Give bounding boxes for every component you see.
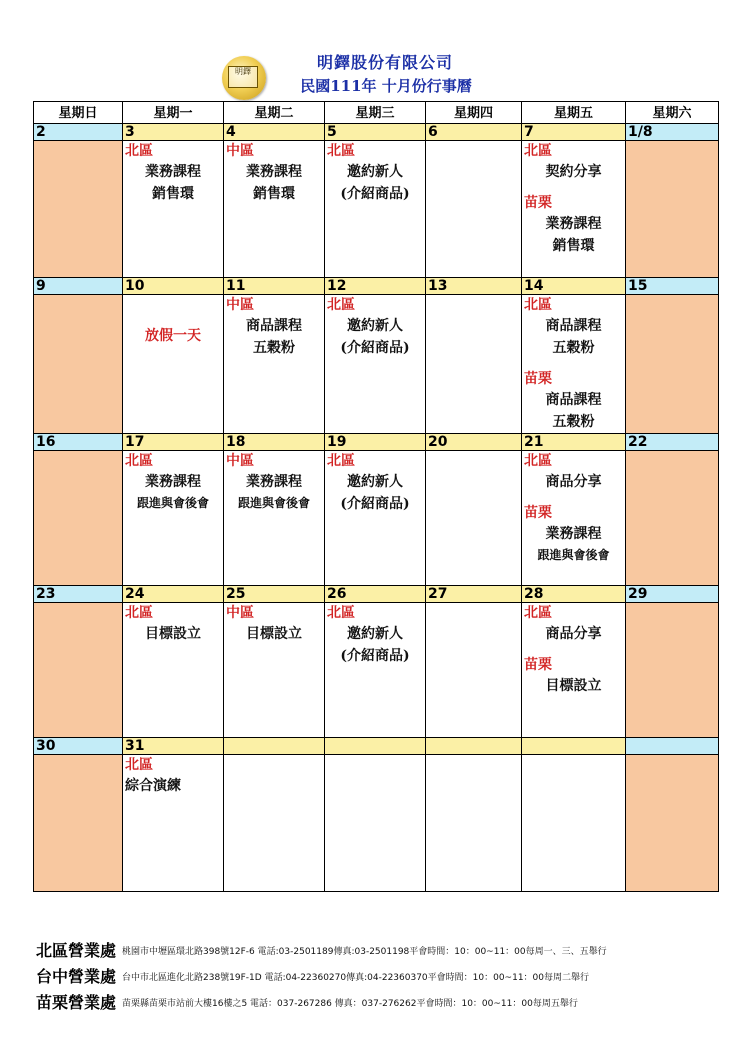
- region-label: 中區: [226, 143, 254, 159]
- event-item: 邀約新人: [347, 626, 403, 642]
- company-logo: [222, 56, 266, 100]
- event-item: 邀約新人: [347, 164, 403, 180]
- week-event-row: [34, 295, 719, 434]
- day-cell: [34, 755, 123, 892]
- weekday-header: 星期五: [522, 102, 626, 124]
- region-label: 苗栗: [524, 657, 552, 673]
- day-cell: [34, 141, 123, 278]
- event-item: 五穀粉: [552, 414, 595, 430]
- day-cell: [522, 755, 626, 892]
- day-number: 23: [34, 586, 123, 603]
- office-name: 苗栗營業處: [36, 993, 117, 1012]
- weekday-header: 星期三: [325, 102, 426, 124]
- day-cell: [626, 755, 719, 892]
- event-item: 業務課程: [545, 526, 602, 542]
- day-number: 27: [426, 586, 522, 603]
- day-cell: [325, 141, 426, 278]
- day-number: [224, 738, 325, 755]
- day-number: 26: [325, 586, 426, 603]
- region-label: 苗栗: [524, 505, 552, 521]
- day-number: 1/8: [626, 124, 719, 141]
- day-cell: [426, 141, 522, 278]
- day-number: [522, 738, 626, 755]
- logo-mark: 明鐸: [228, 66, 258, 88]
- calendar-title: 民國111年 十月份行事曆: [300, 77, 472, 95]
- office-name: 北區營業處: [36, 941, 117, 960]
- event-item: 契約分享: [545, 164, 602, 180]
- weekday-header: 星期四: [426, 102, 522, 124]
- weekday-header: 星期六: [626, 102, 719, 124]
- day-number: 25: [224, 586, 325, 603]
- day-number: 6: [426, 124, 522, 141]
- event-item: 商品分享: [545, 626, 602, 642]
- day-number: 24: [123, 586, 224, 603]
- region-label: 北區: [327, 297, 355, 313]
- block-spacer: [522, 493, 625, 503]
- week-event-row: [34, 603, 719, 738]
- event-subitem: 跟進與會後會: [537, 548, 610, 562]
- calendar-table: [33, 101, 719, 892]
- event-item: (介紹商品): [340, 186, 410, 202]
- day-cell: [224, 141, 325, 278]
- company-name: 明鐸股份有限公司: [316, 53, 453, 72]
- week-event-row: [34, 141, 719, 278]
- region-label: 北區: [125, 605, 153, 621]
- event-item: 商品課程: [545, 318, 602, 334]
- day-cell: [34, 451, 123, 586]
- day-cell: [123, 603, 224, 738]
- day-cell: [224, 451, 325, 586]
- day-number: 9: [34, 278, 123, 295]
- event-item: 業務課程: [145, 164, 201, 180]
- day-cell: [123, 451, 224, 586]
- day-cell: [626, 141, 719, 278]
- day-cell: [325, 295, 426, 434]
- day-number: 4: [224, 124, 325, 141]
- event-item: 商品課程: [246, 318, 302, 334]
- region-label: 中區: [226, 297, 254, 313]
- event-item: (介紹商品): [340, 648, 410, 664]
- day-number: 29: [626, 586, 719, 603]
- day-cell: [626, 451, 719, 586]
- region-label: 北區: [327, 453, 355, 469]
- day-number: 3: [123, 124, 224, 141]
- day-number: 18: [224, 434, 325, 451]
- event-item: 邀約新人: [347, 318, 403, 334]
- day-cell: [626, 603, 719, 738]
- day-cell: [522, 141, 626, 278]
- day-cell: [522, 603, 626, 738]
- week-date-row: [34, 278, 719, 295]
- region-label: 中區: [226, 453, 254, 469]
- event-item: 目標設立: [145, 626, 201, 642]
- day-number: 30: [34, 738, 123, 755]
- day-number: 14: [522, 278, 626, 295]
- day-cell: [123, 295, 224, 434]
- event-item: 業務課程: [545, 216, 602, 232]
- region-label: 北區: [125, 453, 153, 469]
- weekday-header: 星期二: [224, 102, 325, 124]
- event-subitem: 跟進與會後會: [136, 496, 209, 510]
- day-number: [325, 738, 426, 755]
- event-item: 業務課程: [246, 474, 302, 490]
- day-cell: [34, 603, 123, 738]
- calendar-body: [34, 124, 719, 892]
- region-label: 北區: [327, 605, 355, 621]
- day-number: 10: [123, 278, 224, 295]
- office-row: [36, 990, 736, 1016]
- day-cell: [426, 295, 522, 434]
- office-row: [36, 938, 736, 964]
- office-info: 苗栗縣苗栗市站前大樓16樓之5 電話：037-267286 傳真：037-276262平會時間：10：00~11：00每周五舉行: [122, 999, 578, 1009]
- weekday-header-row: [34, 102, 719, 124]
- day-number: 2: [34, 124, 123, 141]
- day-cell: [522, 295, 626, 434]
- region-label: 北區: [524, 605, 552, 621]
- week-date-row: [34, 586, 719, 603]
- office-info: 桃園市中壢區環北路398號12F-6 電話:03-2501189傳真:03-2501198平會時間：10：00~11：00每周一、三、五舉行: [122, 947, 607, 957]
- event-item: 目標設立: [246, 626, 302, 642]
- event-item: 銷售環: [152, 186, 194, 202]
- day-cell: [626, 295, 719, 434]
- day-cell: [325, 451, 426, 586]
- region-label: 北區: [524, 453, 552, 469]
- day-number: 7: [522, 124, 626, 141]
- day-number: 16: [34, 434, 123, 451]
- day-cell: [34, 295, 123, 434]
- day-cell: [325, 755, 426, 892]
- day-cell: [224, 603, 325, 738]
- event-item: 綜合演練: [125, 778, 181, 794]
- day-cell: [123, 141, 224, 278]
- day-number: 21: [522, 434, 626, 451]
- day-number: 15: [626, 278, 719, 295]
- day-number: 20: [426, 434, 522, 451]
- day-number: 13: [426, 278, 522, 295]
- event-item: 五穀粉: [552, 340, 595, 356]
- week-date-row: [34, 738, 719, 755]
- event-item: 銷售環: [253, 186, 295, 202]
- week-event-row: [34, 755, 719, 892]
- event-item: 業務課程: [145, 474, 201, 490]
- block-spacer: [522, 359, 625, 369]
- day-number: 5: [325, 124, 426, 141]
- day-number: [626, 738, 719, 755]
- day-cell: [325, 603, 426, 738]
- day-cell: [224, 755, 325, 892]
- day-cell: [522, 451, 626, 586]
- region-label: 北區: [327, 143, 355, 159]
- day-number: 17: [123, 434, 224, 451]
- event-item: (介紹商品): [340, 496, 410, 512]
- page-header: [0, 48, 750, 100]
- event-item: 商品分享: [545, 474, 602, 490]
- holiday-note: 放假一天: [145, 328, 201, 344]
- event-item: (介紹商品): [340, 340, 410, 356]
- region-label: 苗栗: [524, 195, 552, 211]
- block-spacer: [522, 183, 625, 193]
- day-number: [426, 738, 522, 755]
- event-item: 商品課程: [545, 392, 602, 408]
- event-item: 邀約新人: [347, 474, 403, 490]
- event-item: 五穀粉: [253, 340, 295, 356]
- event-item: 業務課程: [246, 164, 302, 180]
- block-spacer: [522, 645, 625, 655]
- day-cell: [123, 755, 224, 892]
- day-number: 11: [224, 278, 325, 295]
- office-row: [36, 964, 736, 990]
- day-number: 12: [325, 278, 426, 295]
- office-name: 台中營業處: [36, 967, 117, 986]
- day-number: 22: [626, 434, 719, 451]
- region-label: 北區: [524, 143, 552, 159]
- week-date-row: [34, 434, 719, 451]
- event-item: 目標設立: [545, 678, 602, 694]
- week-date-row: [34, 124, 719, 141]
- weekday-header: 星期一: [123, 102, 224, 124]
- day-number: 31: [123, 738, 224, 755]
- event-item: 銷售環: [552, 238, 595, 254]
- day-number: 19: [325, 434, 426, 451]
- event-subitem: 跟進與會後會: [237, 496, 310, 510]
- region-label: 北區: [125, 143, 153, 159]
- week-event-row: [34, 451, 719, 586]
- day-cell: [426, 603, 522, 738]
- office-footer: [36, 938, 736, 1016]
- day-cell: [224, 295, 325, 434]
- day-number: 28: [522, 586, 626, 603]
- region-label: 中區: [226, 605, 254, 621]
- day-cell: [426, 451, 522, 586]
- day-cell: [426, 755, 522, 892]
- region-label: 苗栗: [524, 371, 552, 387]
- office-info: 台中市北區進化北路238號19F-1D 電話:04-22360270傳真:04-22360370平會時間：10：00~11：00每周二舉行: [122, 973, 590, 983]
- region-label: 北區: [125, 757, 153, 773]
- region-label: 北區: [524, 297, 552, 313]
- weekday-header: 星期日: [34, 102, 123, 124]
